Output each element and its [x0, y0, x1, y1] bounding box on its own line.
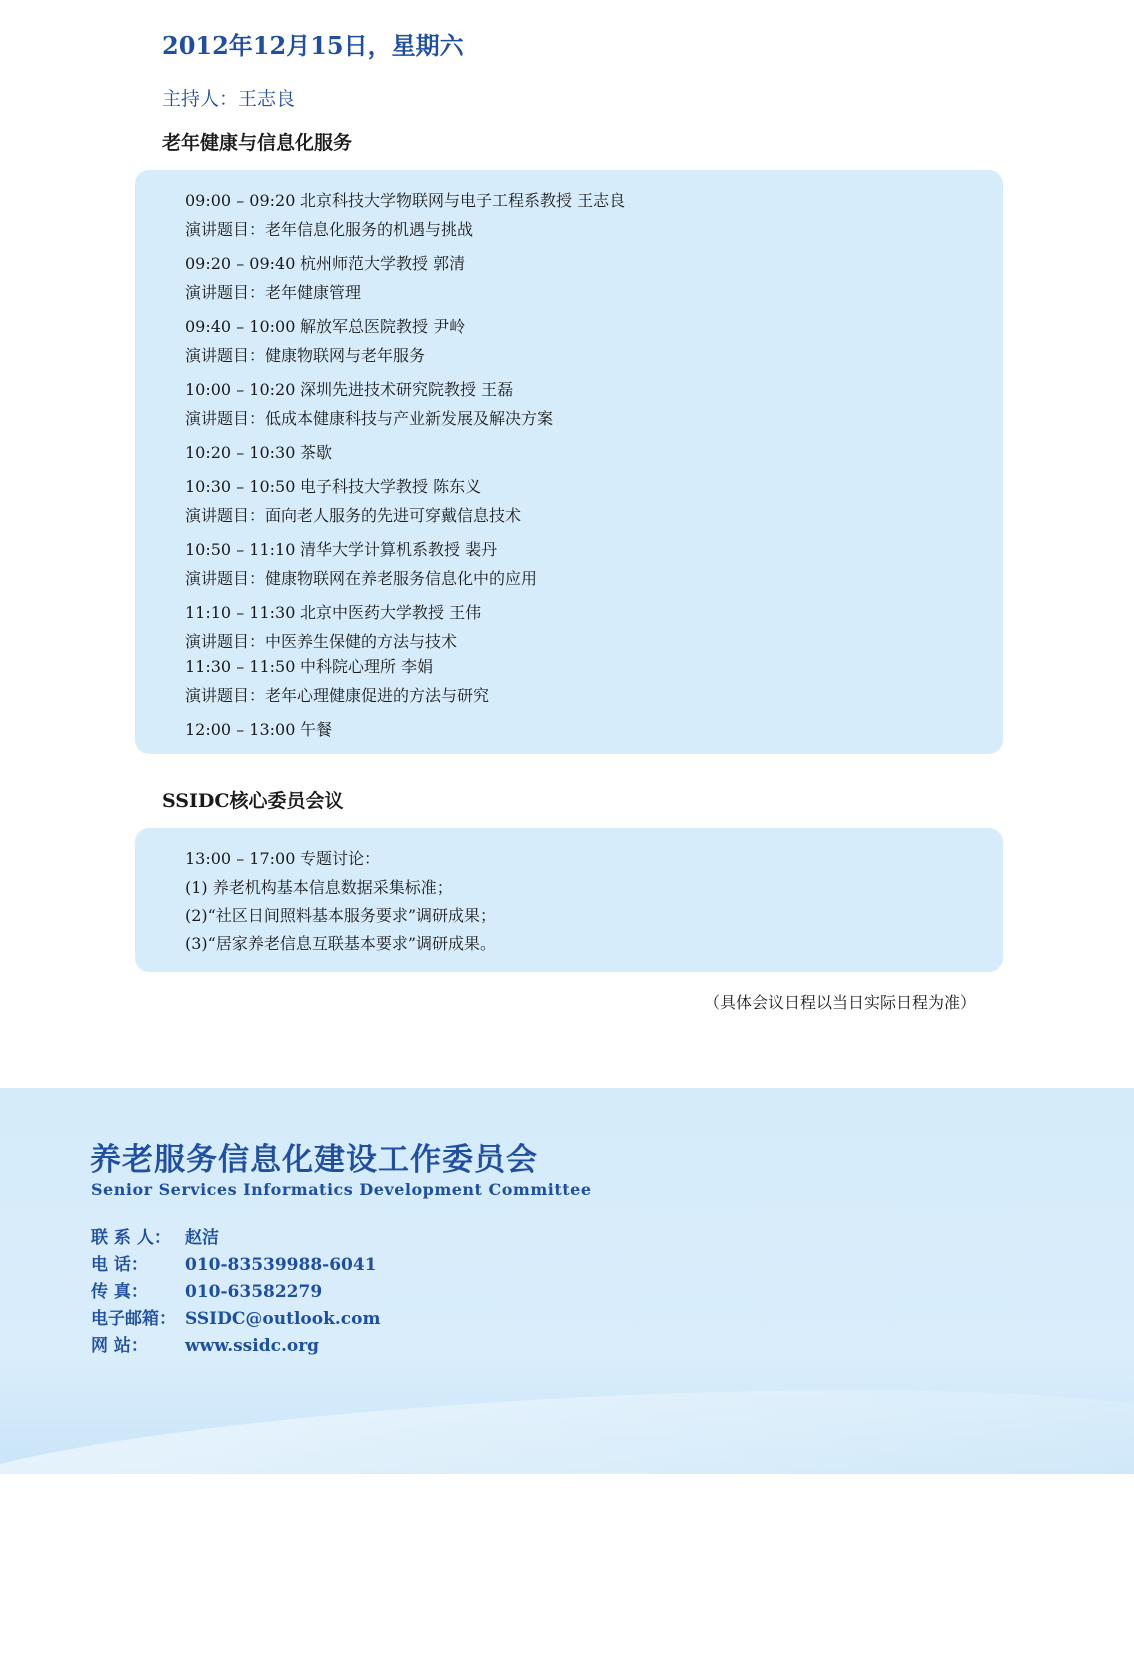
- schedule-row: [185, 440, 332, 463]
- schedule-row: [185, 600, 481, 623]
- contact-person: [91, 1223, 219, 1248]
- schedule-topic: 演讲题目：中医养生保健的方法与技术: [185, 632, 458, 651]
- schedule-row: [185, 251, 465, 274]
- schedule-time: 12:00 – 13:00: [185, 720, 296, 739]
- schedule-break: 茶歇: [300, 443, 333, 462]
- schedule-speaker: 电子科技大学教授 陈东义: [300, 477, 482, 496]
- discussion-point: (2)“社区日间照料基本服务要求”调研成果；: [185, 906, 497, 925]
- contact-label: 电 话：: [91, 1255, 148, 1275]
- schedule-time: 11:30 – 11:50: [185, 657, 296, 676]
- contact-label: 联 系 人：: [91, 1228, 171, 1248]
- discussion-point: (3)“居家养老信息互联基本要求”调研成果。: [185, 934, 497, 953]
- host-line: 主持人：王志良: [162, 88, 296, 110]
- schedule-topic: 演讲题目：老年健康管理: [185, 283, 362, 302]
- schedule-time: 09:00 – 09:20: [185, 191, 296, 210]
- schedule-speaker: 杭州师范大学教授 郭清: [300, 254, 466, 273]
- schedule-speaker: 北京科技大学物联网与电子工程系教授 王志良: [300, 191, 626, 210]
- schedule-row: [185, 717, 332, 740]
- schedule-topic: 演讲题目：低成本健康科技与产业新发展及解决方案: [185, 409, 554, 428]
- schedule-speaker: 深圳先进技术研究院教授 王磊: [300, 380, 514, 399]
- schedule-topic: 演讲题目：老年信息化服务的机遇与挑战: [185, 220, 474, 239]
- contact-label: 电子邮箱：: [91, 1309, 176, 1329]
- schedule-time: 10:20 – 10:30: [185, 443, 296, 462]
- contact-email-link[interactable]: SSIDC@outlook.com: [185, 1309, 381, 1329]
- schedule-row: [185, 377, 513, 400]
- session1-title: 老年健康与信息化服务: [162, 132, 353, 154]
- schedule-topic: 演讲题目：健康物联网在养老服务信息化中的应用: [185, 569, 538, 588]
- schedule-time: 10:50 – 11:10: [185, 540, 296, 559]
- schedule-note: （具体会议日程以当日实际日程为准）: [703, 993, 976, 1012]
- schedule-row: [185, 537, 497, 560]
- schedule-time: 11:10 – 11:30: [185, 603, 296, 622]
- schedule-time: 13:00 – 17:00: [185, 849, 296, 868]
- schedule-time: 10:00 – 10:20: [185, 380, 296, 399]
- schedule-speaker: 解放军总医院教授 尹岭: [300, 317, 466, 336]
- contact-website-link[interactable]: www.ssidc.org: [185, 1336, 320, 1356]
- contact-label: 网 站：: [91, 1336, 148, 1356]
- schedule-row: [185, 474, 481, 497]
- session2-title: SSIDC核心委员会议: [162, 790, 344, 812]
- decorative-wave: [0, 1364, 1134, 1474]
- org-name-en: Senior Services Informatics Development Committee: [91, 1180, 592, 1199]
- contact-phone: [91, 1250, 377, 1275]
- session2-schedule-box: [135, 828, 1003, 972]
- contact-email[interactable]: [91, 1304, 380, 1329]
- contact-website[interactable]: [91, 1331, 319, 1356]
- schedule-speaker: 北京中医药大学教授 王伟: [300, 603, 482, 622]
- schedule-subject: 专题讨论：: [300, 849, 381, 868]
- contact-label: 传 真：: [91, 1282, 148, 1302]
- discussion-point: (1) 养老机构基本信息数据采集标准；: [185, 878, 453, 897]
- contact-value: 010-83539988-6041: [185, 1255, 377, 1275]
- footer-panel: [0, 1088, 1134, 1474]
- schedule-time: 09:20 – 09:40: [185, 254, 296, 273]
- session1-schedule-box: [135, 170, 1003, 754]
- schedule-topic: 演讲题目：健康物联网与老年服务: [185, 346, 426, 365]
- schedule-row: [185, 188, 625, 211]
- schedule-speaker: 中科院心理所 李娟: [300, 657, 434, 676]
- schedule-topic: 演讲题目：面向老人服务的先进可穿戴信息技术: [185, 506, 522, 525]
- schedule-speaker: 清华大学计算机系教授 裴丹: [300, 540, 498, 559]
- contact-value: 赵洁: [185, 1228, 219, 1248]
- schedule-row: [185, 654, 433, 677]
- org-name-cn: 养老服务信息化建设工作委员会: [90, 1142, 538, 1178]
- schedule-topic: 演讲题目：老年心理健康促进的方法与研究: [185, 686, 490, 705]
- schedule-break: 午餐: [300, 720, 333, 739]
- schedule-row: [185, 314, 465, 337]
- date-heading: 2012年12月15日，星期六: [162, 31, 464, 60]
- contact-fax: [91, 1277, 322, 1302]
- schedule-row: [185, 846, 380, 869]
- schedule-time: 09:40 – 10:00: [185, 317, 296, 336]
- contact-value: 010-63582279: [185, 1282, 323, 1302]
- schedule-time: 10:30 – 10:50: [185, 477, 296, 496]
